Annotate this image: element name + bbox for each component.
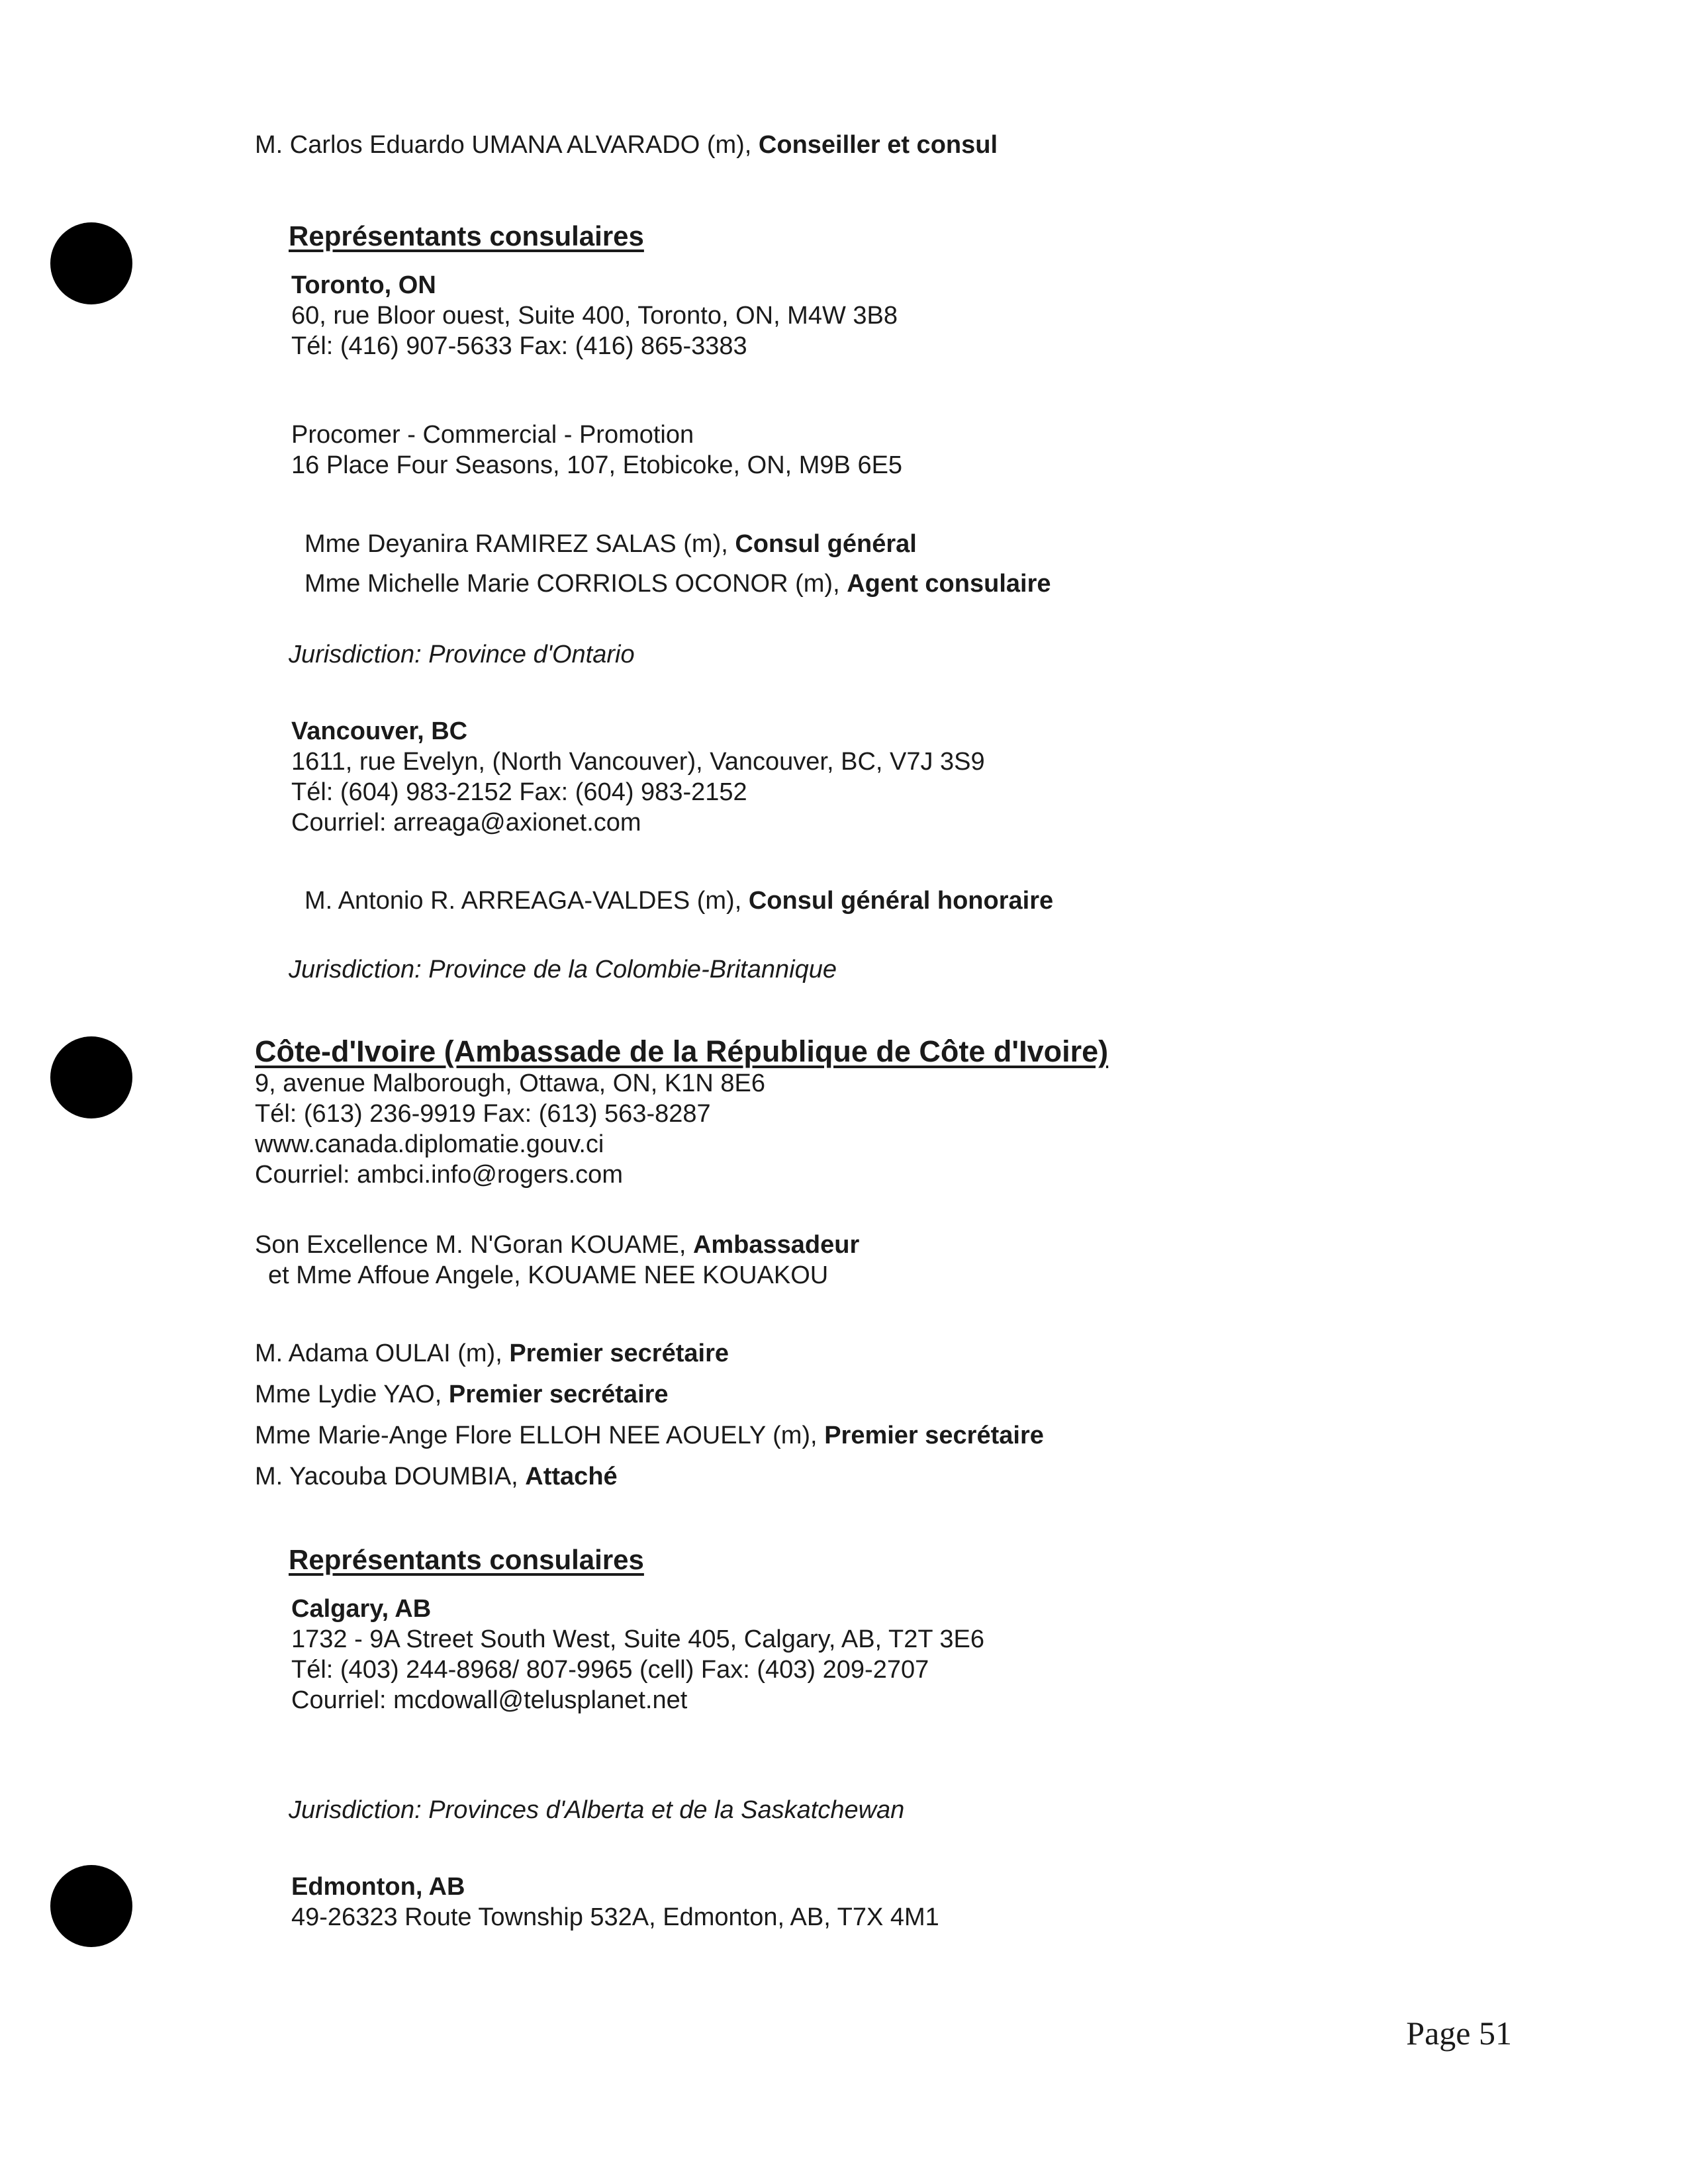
staff-title: Conseiller et consul: [758, 131, 998, 159]
staff-name: M. Antonio R. ARREAGA-VALDES (m),: [305, 887, 749, 915]
office-name: Procomer - Commercial - Promotion: [291, 421, 694, 449]
staff-title: Consul général: [735, 530, 917, 558]
staff-name: Son Excellence M. N'Goran KOUAME,: [255, 1231, 693, 1259]
staff-entry: [305, 529, 917, 559]
jurisdiction: Jurisdiction: Provinces d'Alberta et de la Saskatchewan: [289, 1796, 905, 1824]
staff-title: Premier secrétaire: [509, 1340, 729, 1367]
email: Courriel: ambci.info@rogers.com: [255, 1161, 623, 1189]
staff-title: Attaché: [525, 1463, 618, 1490]
address: 49-26323 Route Township 532A, Edmonton, AB, T7X 4M1: [291, 1903, 939, 1931]
city-heading: Edmonton, AB: [291, 1873, 465, 1901]
staff-entry: [255, 1338, 729, 1369]
staff-title: Premier secrétaire: [824, 1422, 1044, 1449]
staff-entry: [305, 569, 1051, 599]
city-heading: Calgary, AB: [291, 1595, 432, 1623]
phone: Tél: (613) 236-9919 Fax: (613) 563-8287: [255, 1100, 711, 1128]
punch-hole-top: [50, 222, 132, 304]
staff-name: Mme Michelle Marie CORRIOLS OCONOR (m),: [305, 570, 847, 598]
address: 1611, rue Evelyn, (North Vancouver), Vancouver, BC, V7J 3S9: [291, 748, 985, 776]
punch-hole-middle: [50, 1036, 132, 1118]
staff-entry: [255, 1420, 1044, 1451]
staff-title: Ambassadeur: [692, 1231, 860, 1259]
phone: Tél: (604) 983-2152 Fax: (604) 983-2152: [291, 778, 747, 806]
staff-entry: [255, 1379, 669, 1410]
jurisdiction: Jurisdiction: Province de la Colombie-Britannique: [289, 956, 837, 983]
staff-name: Mme Deyanira RAMIREZ SALAS (m),: [305, 530, 735, 558]
office-address: 16 Place Four Seasons, 107, Etobicoke, ON, M9B 6E5: [291, 451, 903, 479]
staff-title: Premier secrétaire: [448, 1381, 669, 1408]
staff-entry: [255, 130, 998, 160]
staff-name: Mme Marie-Ange Flore ELLOH NEE AOUELY (m),: [255, 1422, 825, 1449]
staff-title: Consul général honoraire: [748, 887, 1054, 915]
address: 9, avenue Malborough, Ottawa, ON, K1N 8E6: [255, 1069, 765, 1097]
page-number: Page 51: [1406, 2015, 1512, 2052]
website: www.canada.diplomatie.gouv.ci: [255, 1130, 604, 1158]
staff-entry: [255, 1461, 618, 1492]
embassy-heading: Côte-d'Ivoire (Ambassade de la République de Côte d'Ivoire): [255, 1034, 1109, 1068]
jurisdiction: Jurisdiction: Province d'Ontario: [289, 641, 635, 668]
spouse-entry: et Mme Affoue Angele, KOUAME NEE KOUAKOU: [268, 1261, 829, 1289]
city-heading: Vancouver, BC: [291, 717, 468, 745]
ambassador-entry: [255, 1230, 859, 1260]
staff-name: Mme Lydie YAO,: [255, 1381, 449, 1408]
phone: Tél: (403) 244-8968/ 807-9965 (cell) Fax: (403) 209-2707: [291, 1656, 929, 1684]
address: 1732 - 9A Street South West, Suite 405, Calgary, AB, T2T 3E6: [291, 1625, 985, 1653]
staff-entry: [305, 886, 1053, 916]
staff-title: Agent consulaire: [847, 570, 1051, 598]
email: Courriel: mcdowall@telusplanet.net: [291, 1686, 688, 1714]
address: 60, rue Bloor ouest, Suite 400, Toronto, ON, M4W 3B8: [291, 302, 898, 330]
staff-name: M. Carlos Eduardo UMANA ALVARADO (m),: [255, 131, 759, 159]
punch-hole-bottom: [50, 1865, 132, 1947]
phone: Tél: (416) 907-5633 Fax: (416) 865-3383: [291, 332, 747, 360]
staff-name: M. Yacouba DOUMBIA,: [255, 1463, 526, 1490]
section-heading: Représentants consulaires: [289, 220, 644, 251]
section-heading: Représentants consulaires: [289, 1544, 644, 1575]
email: Courriel: arreaga@axionet.com: [291, 809, 641, 837]
staff-name: M. Adama OULAI (m),: [255, 1340, 510, 1367]
city-heading: Toronto, ON: [291, 271, 436, 299]
